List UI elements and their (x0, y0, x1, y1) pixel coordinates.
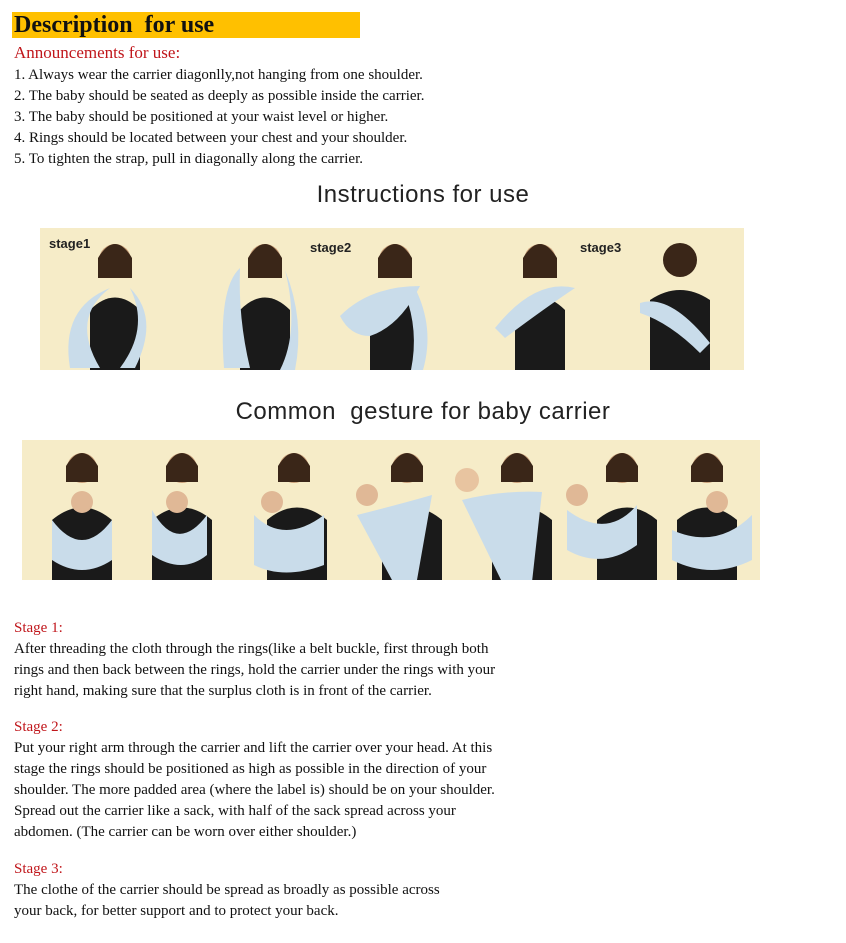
stage-2-line: abdomen. (The carrier can be worn over either shoulder.) (14, 824, 357, 840)
list-item: 4. Rings should be located between your chest and your shoulder. (14, 130, 408, 146)
list-item: 5. To tighten the strap, pull in diagonally along the carrier. (14, 151, 364, 167)
stage-2-line: stage the rings should be positioned as high as possible in the direction of your (14, 761, 487, 777)
stage-2-title: Stage 2: (14, 719, 63, 735)
stage-1-line: right hand, making sure that the surplus cloth is in front of the carrier. (14, 683, 432, 699)
announcements-heading: Announcements for use: (14, 43, 181, 62)
stage-3-section (14, 859, 544, 922)
gesture-photos (22, 440, 760, 580)
list-item: 1. Always wear the carrier diagonlly,not hanging from one shoulder. (14, 67, 423, 83)
stage-1-line: rings and then back between the rings, hold the carrier under the rings with your (14, 662, 496, 678)
list-item: 3. The baby should be positioned at your waist level or higher. (14, 109, 389, 125)
instructions-photos (40, 228, 744, 370)
stage-1-section (14, 618, 544, 702)
stage-2-section (14, 717, 544, 843)
list-item: 2. The baby should be seated as deeply as possible inside the carrier. (14, 88, 425, 104)
announcements-list (14, 65, 424, 170)
stage-3-line: The clothe of the carrier should be spread as broadly as possible across (14, 882, 440, 898)
stage-3-line: your back, for better support and to protect your back. (14, 903, 339, 919)
stage-label-2: stage2 (310, 240, 352, 255)
stage-1-title: Stage 1: (14, 620, 63, 636)
gestures-heading: Common gesture for baby carrier (235, 398, 611, 425)
stage-1-line: After threading the cloth through the rings(like a belt buckle, first through both (14, 641, 489, 657)
gestures-photo-strip (22, 440, 760, 580)
stage-2-line: shoulder. The more padded area (where the label is) should be on your shoulder. (14, 782, 495, 798)
stage-label-1: stage1 (49, 236, 91, 251)
instructions-heading: Instructions for use (316, 181, 530, 208)
stage-label-3: stage3 (580, 240, 622, 255)
instructions-photo-strip (40, 228, 744, 370)
page-title: Description for use (12, 12, 360, 38)
stage-3-title: Stage 3: (14, 861, 63, 877)
stage-2-line: Put your right arm through the carrier and lift the carrier over your head. At this (14, 740, 493, 756)
stage-2-line: Spread out the carrier like a sack, with half of the sack spread across your (14, 803, 456, 819)
